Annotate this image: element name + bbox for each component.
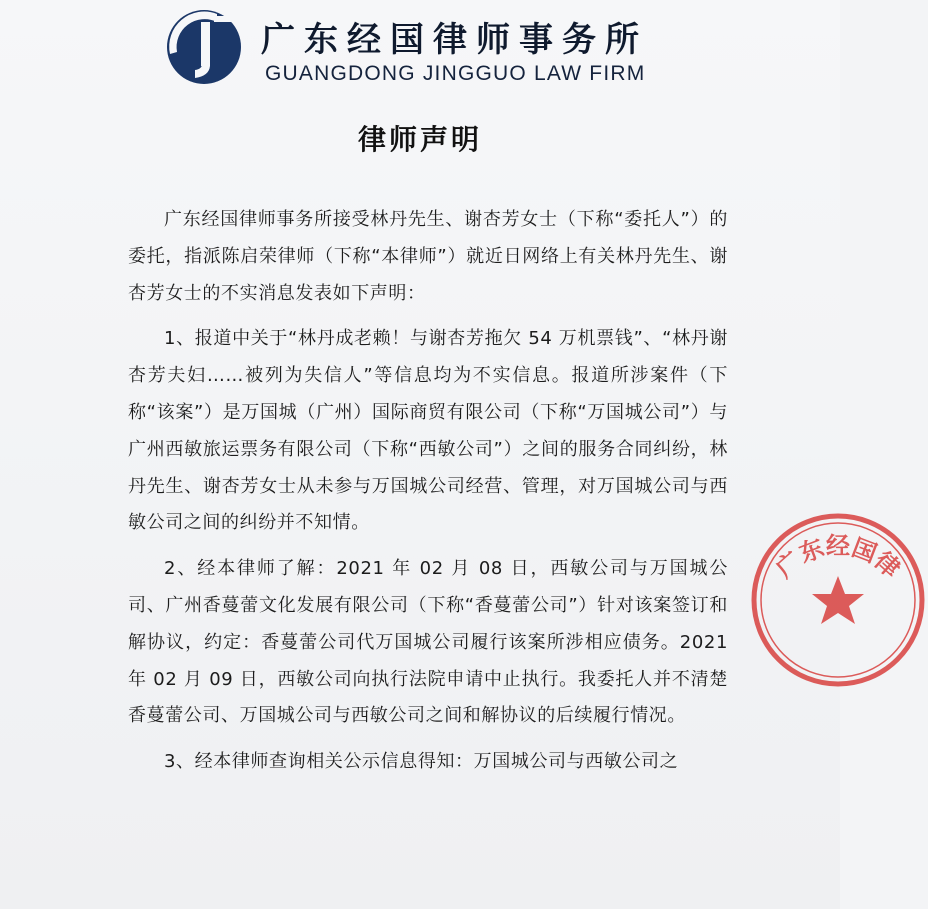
law-firm-logo-icon [165,8,243,86]
firm-name-chinese: 广东经国律师事务所 [261,20,648,60]
statement-body [128,202,728,790]
document-title: 律师声明 [357,123,482,156]
point-3-paragraph: 3、经本律师查询相关公示信息得知：万国城公司与西敏公司之 [164,751,679,773]
firm-seal-stamp [748,510,928,690]
firm-name-english: GUANGDONG JINGGUO LAW FIRM [265,62,646,85]
intro-paragraph: 广东经国律师事务所接受林丹先生、谢杏芳女士（下称“委托人”）的委托，指派陈启荣律师（下称“本律师”）就近日网络上有关林丹先生、谢杏芳女士的不实消息发表如下声明： [128,209,728,304]
point-1-paragraph: 1、报道中关于“林丹成老赖！与谢杏芳拖欠 54 万机票钱”、“林丹谢杏芳夫妇……被列为失信人”等信息均为不实信息。报道所涉案件（下称“该案”）是万国城（广州）国际商贸有限公司（下称“万国城公司”）与广州西敏旅运票务有限公司（下称“西敏公司”）之间的服务合同纠纷，林丹先生、谢杏芳女士从未参与万国城公司经营、管理，对万国城公司与西敏公司之间的纠纷并不知情。 [128,328,728,534]
red-star-icon [812,576,864,624]
letterhead [165,6,685,88]
seal-arc-text: 广东经国律 [769,531,907,584]
point-2-paragraph: 2、经本律师了解：2021 年 02 月 08 日，西敏公司与万国城公司、广州香蔓蕾文化发展有限公司（下称“香蔓蕾公司”）针对该案签订和解协议，约定：香蔓蕾公司代万国城公司履行该案所涉相应债务。2021 年 02 月 09 日，西敏公司向执行法院申请中止执行。我委托人并不清楚香蔓蕾公司、万国城公司与西敏公司之间和解协议的后续履行情况。 [128,558,728,727]
